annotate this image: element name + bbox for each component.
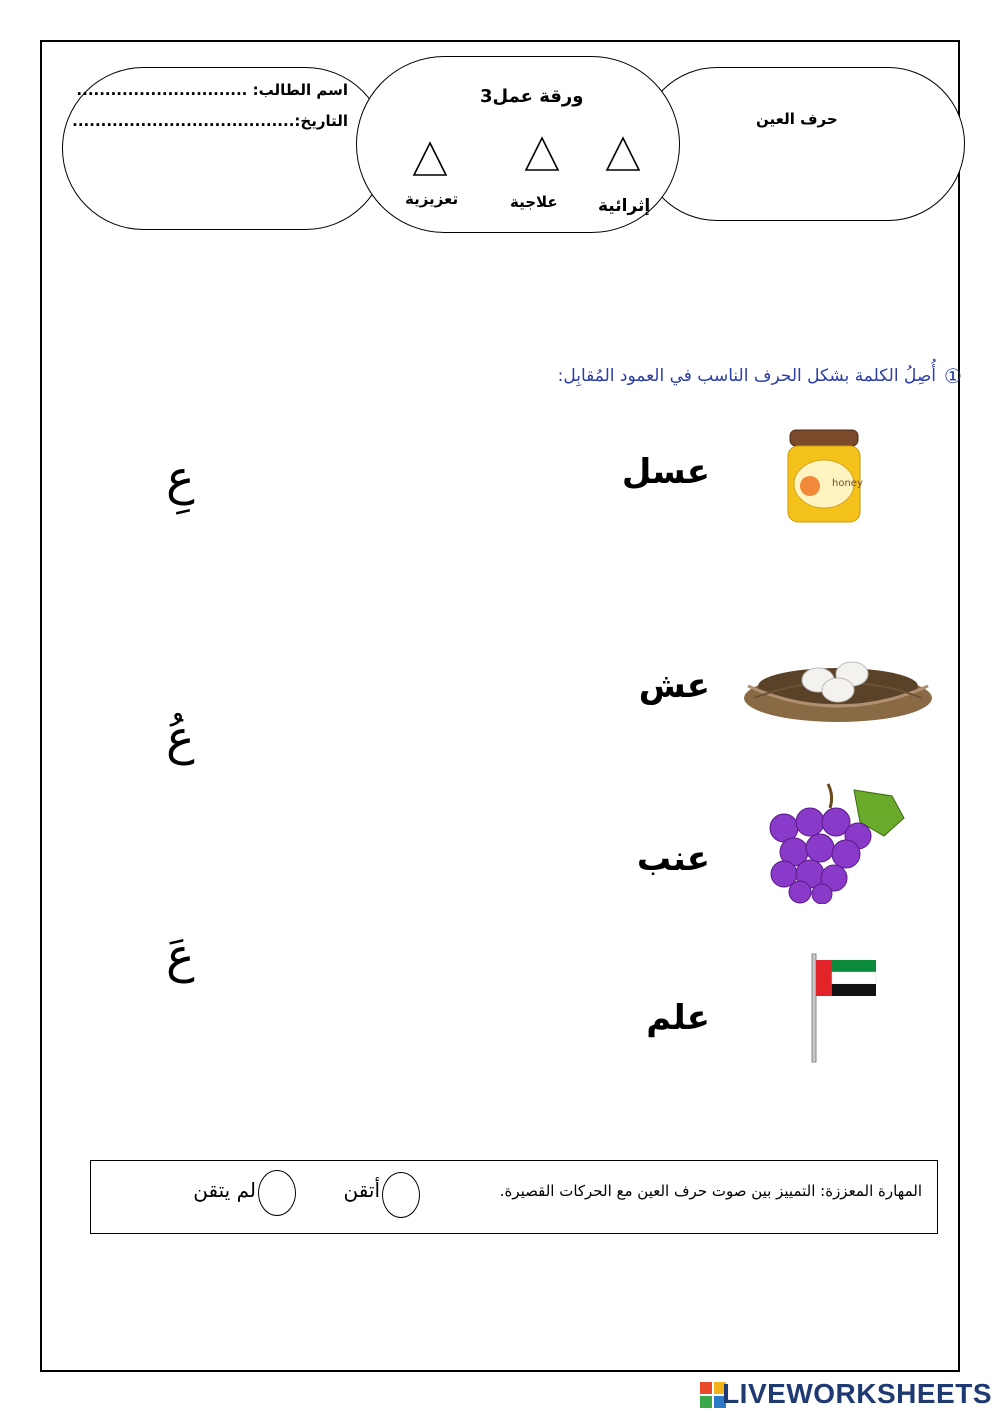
word-nest[interactable]: عش	[638, 666, 710, 706]
word-flag[interactable]: علم	[646, 998, 710, 1038]
exercise-instruction: أُصِلُ الكلمة بشكل الحرف الناسب في العمود المُقابِل:	[557, 366, 936, 386]
topic-panel	[640, 67, 965, 221]
honey-jar-image	[782, 428, 866, 528]
topic-title: حرف العين	[756, 110, 838, 128]
grapes-image	[764, 778, 910, 908]
letter-ain-kasra[interactable]: عِ	[166, 450, 195, 506]
letter-ain-fatha[interactable]: عَ	[166, 928, 195, 984]
svg-text:honey: honey	[832, 478, 863, 489]
level-reinforcement-label: تعزيزية	[405, 190, 459, 208]
brand-name[interactable]: LIVEWORKSHEETS	[722, 1378, 992, 1409]
bird-nest-image	[740, 636, 936, 730]
word-honey[interactable]: عسل	[621, 452, 710, 492]
not-mastered-circle[interactable]	[258, 1170, 296, 1216]
exercise-number: ①	[944, 364, 962, 388]
level-enrichment-label: إثرائية	[598, 196, 651, 216]
student-name-field[interactable]: اسم الطالب: ..............................	[76, 81, 348, 99]
level-remedial-label: علاجية	[510, 193, 558, 211]
uae-flag-image	[808, 952, 880, 1068]
skill-description: المهارة المعززة: التمييز بين صوت حرف العين مع الحركات القصيرة.	[499, 1182, 922, 1200]
word-grapes[interactable]: عنب	[636, 839, 710, 879]
date-field[interactable]: التاريخ:.......................................	[72, 112, 348, 130]
letter-ain-damma[interactable]: عُ	[166, 710, 195, 766]
worksheet-title: ورقة عمل3	[480, 86, 584, 107]
mastered-label: أتقن	[343, 1178, 380, 1202]
not-mastered-label: لم يتقن	[193, 1178, 256, 1202]
mastered-circle[interactable]	[382, 1172, 420, 1218]
